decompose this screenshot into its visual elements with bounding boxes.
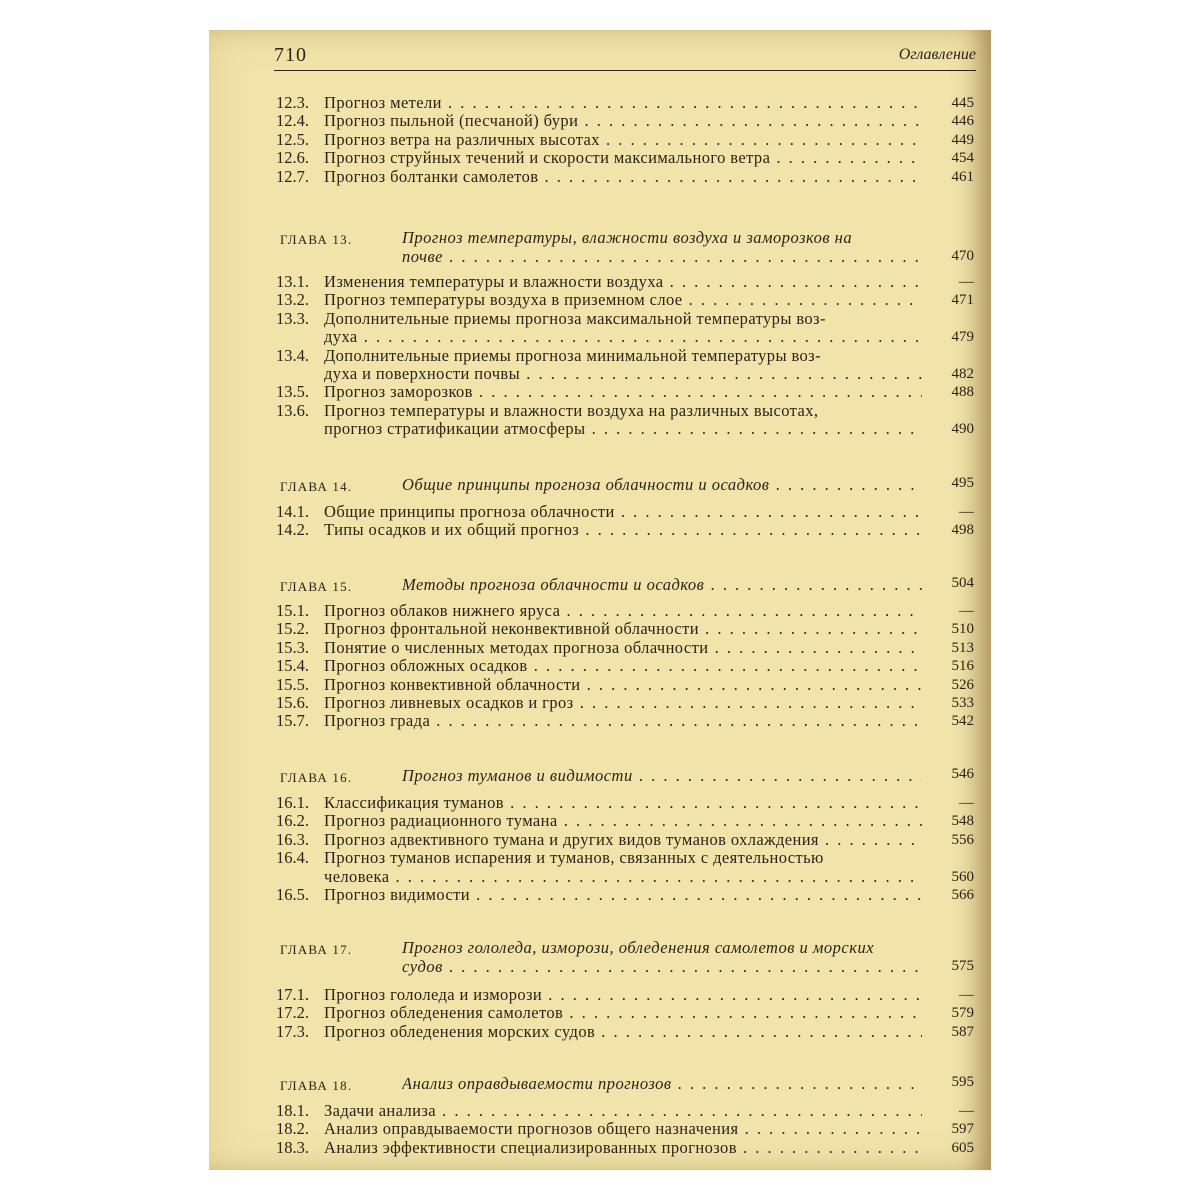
entry-title: Общие принципы прогноза облачности . . . (324, 503, 922, 521)
entry-number: 12.6. (276, 148, 309, 168)
entry-title: Прогноз града . . . (324, 712, 922, 730)
chapter-title (402, 1074, 922, 1093)
entry-number: 13.1. (276, 272, 309, 291)
entry-page-number: 446 (951, 113, 974, 130)
entry-number: 15.5. (276, 674, 309, 694)
entry-page-number: 449 (951, 131, 974, 148)
entry-page-number: 556 (951, 831, 974, 848)
chapter-title (402, 938, 922, 976)
entry-title: Прогноз обледенения морских судов . . . (324, 1023, 922, 1041)
entry-number: 12.7. (276, 166, 309, 186)
entry-page-number: 548 (951, 813, 974, 830)
entry-title: Анализ оправдываемости прогнозов общего назначения . . . (324, 1120, 922, 1138)
entry-number: 18.3. (276, 1137, 309, 1157)
chapter-page-number: 546 (951, 766, 974, 782)
entry-number: 15.6. (276, 693, 309, 712)
chapter-title (402, 575, 922, 594)
entry-title: Прогноз гололеда и изморози . . . (324, 986, 922, 1004)
entry-page-number: 482 (951, 365, 974, 382)
entry-title: Прогноз обледенения самолетов . . . (324, 1004, 922, 1022)
entry-title: Дополнительные приемы прогноза максимальной температуры воз- (324, 308, 826, 328)
entry-title-continuation: прогноз стратификации атмосферы . . . (324, 420, 922, 438)
entry-number: 17.2. (276, 1003, 309, 1023)
entry-number: 13.4. (276, 345, 309, 365)
entry-page-number: 516 (951, 658, 974, 675)
entry-title: Прогноз ливневых осадков и гроз . . . (324, 694, 922, 712)
chapter-title-line: почве . . . (402, 247, 922, 266)
chapter-title (402, 766, 922, 785)
entry-number: 15.7. (276, 711, 309, 731)
entry-number: 16.5. (276, 885, 309, 904)
entry-title-continuation: человека . . . (324, 868, 922, 886)
chapter-title-line: Прогноз температуры, влажности воздуха и заморозков на (402, 228, 853, 247)
entry-page-number: 513 (951, 639, 974, 656)
entry-number: 16.3. (276, 829, 309, 849)
chapter-page-number: 470 (951, 248, 974, 264)
chapter-label: ГЛАВА 15. (280, 579, 353, 594)
entry-title: Прогноз температуры воздуха в приземном слое . . . (324, 291, 922, 309)
entry-page-number: 454 (951, 150, 974, 167)
entry-page-number: — (959, 504, 974, 520)
chapter-page-number: 575 (951, 958, 974, 974)
entry-title: Прогноз туманов испарения и туманов, связанных с деятельностью (324, 848, 824, 868)
entry-number: 18.2. (276, 1119, 309, 1139)
entry-title: Прогноз конвективной облачности . . . (324, 676, 922, 694)
entry-page-number: 579 (951, 1005, 974, 1022)
entry-page-number: 479 (951, 329, 974, 346)
chapter-label: ГЛАВА 14. (280, 479, 353, 494)
entry-page-number: 605 (951, 1139, 974, 1156)
entry-page-number: 533 (951, 695, 974, 711)
entry-title: Прогноз обложных осадков . . . (324, 657, 922, 675)
entry-title: Типы осадков и их общий прогноз . . . (324, 521, 922, 539)
entry-page-number: — (959, 603, 974, 619)
entry-page-number: 510 (951, 621, 974, 638)
entry-page-number: — (959, 274, 974, 290)
chapter-page-number: 504 (951, 575, 974, 591)
entry-title: Понятие о численных методах прогноза облачности . . . (324, 639, 922, 657)
entry-page-number: 587 (951, 1023, 974, 1040)
chapter-page-number: 595 (951, 1074, 974, 1090)
entry-page-number: 445 (951, 95, 974, 111)
entry-page-number: 490 (951, 421, 974, 438)
entry-number: 13.5. (276, 382, 309, 402)
chapter-title-line: Анализ оправдываемости прогнозов . . . (402, 1074, 922, 1093)
entry-page-number: — (959, 795, 974, 811)
entry-number: 15.2. (276, 619, 309, 639)
entry-title: Прогноз адвективного тумана и других видов туманов охлаждения . . . (324, 831, 922, 849)
entry-page-number: 488 (951, 384, 974, 401)
entry-number: 16.2. (276, 811, 309, 831)
running-title: Оглавление (898, 46, 976, 63)
entry-number: 12.3. (276, 93, 309, 112)
page-number: 710 (274, 44, 307, 66)
entry-title: Классификация туманов . . . (324, 794, 922, 812)
entry-title: Прогноз струйных течений и скорости максимального ветра . . . (324, 149, 922, 167)
entry-number: 13.6. (276, 400, 309, 420)
chapter-label: ГЛАВА 13. (280, 232, 353, 247)
entry-page-number: 471 (951, 292, 974, 309)
chapter-title-line: Прогноз туманов и видимости . . . (402, 766, 922, 785)
entry-number: 15.3. (276, 637, 309, 657)
chapter-label: ГЛАВА 17. (280, 942, 353, 957)
entry-page-number: — (959, 987, 974, 1003)
entry-page-number: 526 (951, 676, 974, 693)
entry-number: 12.5. (276, 129, 309, 149)
entry-title: Изменения температуры и влажности воздуха . . . (324, 273, 922, 291)
entry-page-number: 560 (951, 868, 974, 885)
page-header (274, 42, 976, 71)
entry-number: 16.1. (276, 793, 309, 812)
chapter-page-number: 495 (951, 475, 974, 491)
chapter-title-line: Методы прогноза облачности и осадков . . . (402, 575, 922, 594)
entry-title-continuation: духа и поверхности почвы . . . (324, 365, 922, 383)
entry-title: Прогноз болтанки самолетов . . . (324, 168, 922, 186)
entry-page-number: — (959, 1103, 974, 1119)
entry-page-number: 566 (951, 887, 974, 903)
chapter-title-line: судов . . . (402, 957, 922, 976)
entry-title: Прогноз пыльной (песчаной) бури . . . (324, 112, 922, 130)
chapter-title (402, 228, 922, 266)
entry-number: 13.3. (276, 308, 309, 328)
entry-number: 15.4. (276, 656, 309, 676)
entry-title: Прогноз фронтальной неконвективной облачности . . . (324, 620, 922, 638)
entry-number: 17.3. (276, 1021, 309, 1041)
entry-number: 17.1. (276, 985, 309, 1004)
entry-number: 12.4. (276, 111, 309, 131)
entry-page-number: 597 (951, 1121, 974, 1138)
chapter-title-line: Общие принципы прогноза облачности и осадков . . . (402, 475, 922, 494)
chapter-title (402, 475, 922, 494)
entry-number: 18.1. (276, 1101, 309, 1120)
entry-page-number: 542 (951, 713, 974, 730)
entry-title: Дополнительные приемы прогноза минимальной температуры воз- (324, 345, 821, 365)
entry-page-number: 461 (951, 168, 974, 185)
entry-title: Прогноз метели . . . (324, 94, 922, 112)
entry-number: 15.1. (276, 601, 309, 620)
entry-number: 14.1. (276, 502, 309, 521)
entry-number: 16.4. (276, 848, 309, 868)
entry-title: Задачи анализа . . . (324, 1102, 922, 1120)
entry-title: Прогноз облаков нижнего яруса . . . (324, 602, 922, 620)
entry-title: Прогноз температуры и влажности воздуха на различных высотах, (324, 400, 819, 420)
chapter-label: ГЛАВА 18. (280, 1078, 353, 1093)
entry-number: 14.2. (276, 520, 309, 540)
entry-title: Прогноз заморозков . . . (324, 383, 922, 401)
entry-number: 13.2. (276, 290, 309, 310)
entry-title: Анализ эффективности специализированных прогнозов . . . (324, 1139, 922, 1157)
entry-page-number: 498 (951, 522, 974, 539)
entry-title-continuation: духа . . . (324, 328, 922, 346)
chapter-title-line: Прогноз гололеда, изморози, обледенения самолетов и морских (402, 938, 875, 957)
entry-title: Прогноз радиационного тумана . . . (324, 812, 922, 830)
entry-title: Прогноз видимости . . . (324, 886, 922, 904)
chapter-label: ГЛАВА 16. (280, 770, 353, 785)
entry-title: Прогноз ветра на различных высотах . . . (324, 131, 922, 149)
